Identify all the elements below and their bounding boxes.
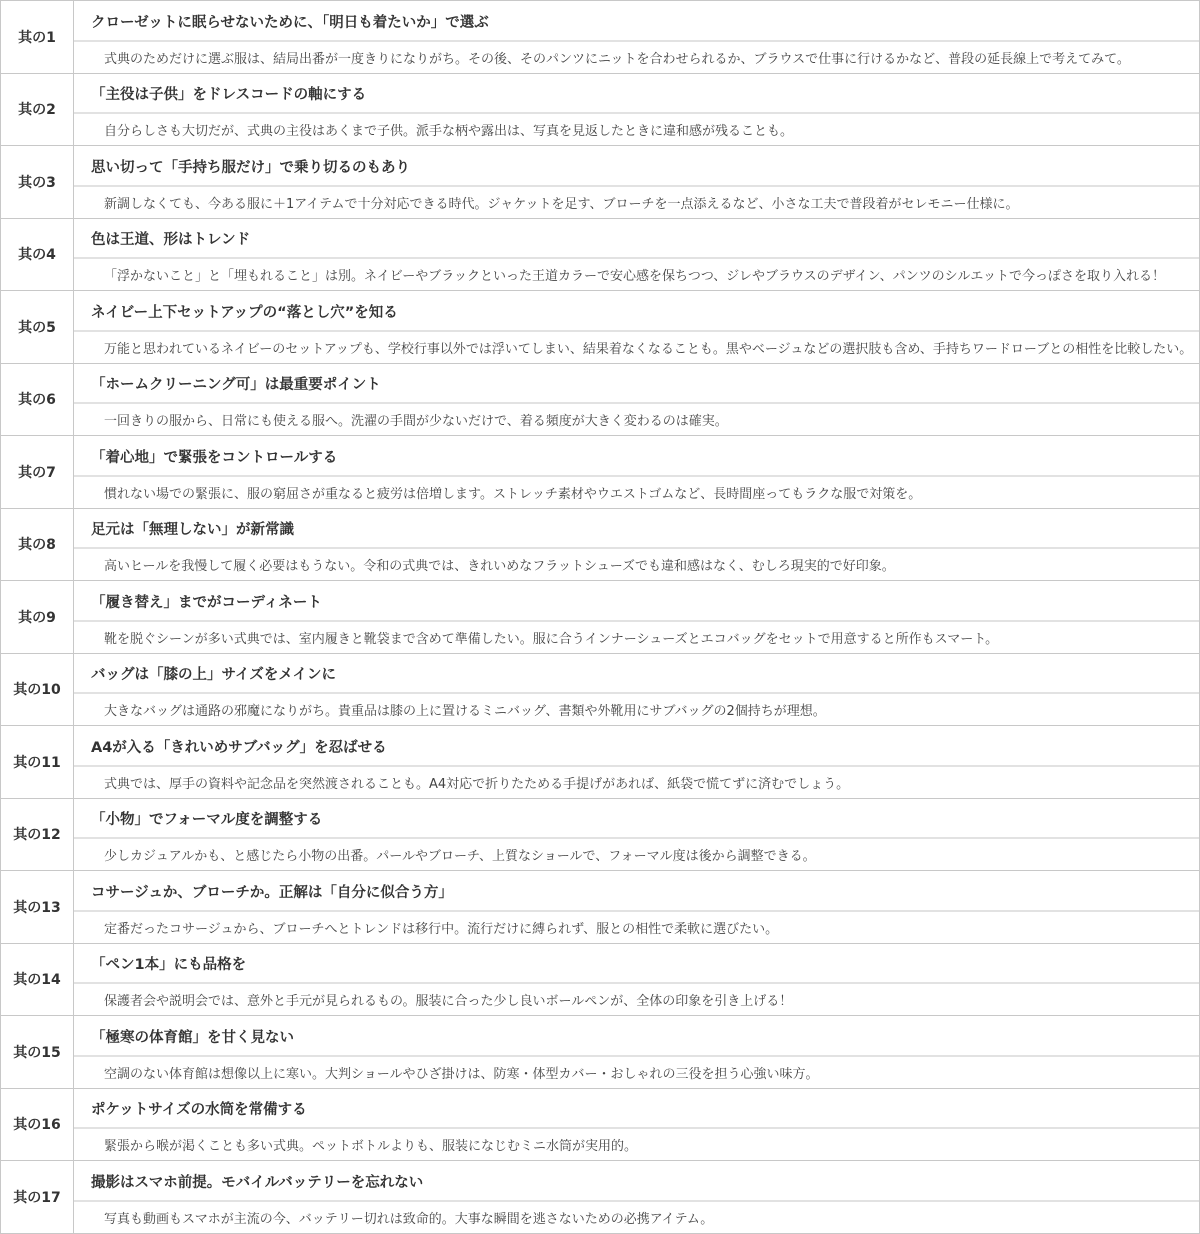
tip-body: 「浮かないこと」と「埋もれること」は別。ネイビーやブラックといった王道カラーで安心感を保ちつつ、ジレやブラウスのデザイン、パンツのシルエットで今っぽさを取り入れる！ [104, 269, 1166, 285]
tip-body: 一回きりの服から、日常にも使える服へ。洗濯の手間が少ないだけで、着る頻度が大きく変わるのは確実。 [104, 414, 728, 430]
tip-number: 其の5 [1, 291, 74, 364]
tip-heading: 足元は「無理しない」が新常識 [74, 512, 1199, 549]
tip-heading: 「着心地」で緊張をコントロールする [74, 440, 1199, 477]
tip-row [1, 1088, 1200, 1161]
tip-body: 少しカジュアルかも、と感じたら小物の出番。パールやブローチ、上質なショールで、フォーマル度は後から調整できる。 [104, 849, 816, 865]
tip-content [74, 1088, 1200, 1161]
tip-number: 其の10 [1, 653, 74, 726]
tip-number: 其の14 [1, 943, 74, 1016]
tip-body: 靴を脱ぐシーンが多い式典では、室内履きと靴袋まで含めて準備したい。服に合うインナーシューズとエコバッグをセットで用意すると所作もスマート。 [104, 631, 999, 647]
tip-heading: ポケットサイズの水筒を常備する [74, 1092, 1199, 1129]
tip-number: 其の17 [1, 1161, 74, 1234]
tip-body: 空調のない体育館は想像以上に寒い。大判ショールやひざ掛けは、防寒・体型カバー・おしゃれの三役を担う心強い味方。 [104, 1066, 819, 1082]
tip-number: 其の7 [1, 436, 74, 509]
tip-heading: A4が入る「きれいめサブバッグ」を忍ばせる [74, 730, 1199, 767]
tip-content [74, 146, 1200, 219]
tip-body: 新調しなくても、今ある服に＋1アイテムで十分対応できる時代。ジャケットを足す、ブローチを一点添えるなど、小さな工夫で普段着がセレモニー仕様に。 [104, 196, 1019, 212]
tip-heading: 「ホームクリーニング可」は最重要ポイント [74, 367, 1199, 404]
tip-row [1, 291, 1200, 364]
tip-content [74, 73, 1200, 146]
tip-body: 高いヒールを我慢して履く必要はもうない。令和の式典では、きれいめなフラットシューズでも違和感はなく、むしろ現実的で好印象。 [104, 559, 895, 575]
tip-row [1, 1, 1200, 74]
tip-row [1, 581, 1200, 654]
tip-content [74, 291, 1200, 364]
tip-body: 自分らしさも大切だが、式典の主役はあくまで子供。派手な柄や露出は、写真を見返したときに違和感が残ることも。 [104, 124, 794, 140]
tip-row [1, 508, 1200, 581]
tip-row [1, 146, 1200, 219]
tip-heading: 色は王道、形はトレンド [74, 222, 1199, 259]
tip-row [1, 871, 1200, 944]
tip-heading: 「極寒の体育館」を甘く見ない [74, 1020, 1199, 1057]
tip-row [1, 1161, 1200, 1234]
tip-number: 其の11 [1, 726, 74, 799]
tip-content [74, 1, 1200, 74]
tip-heading: 「主役は子供」をドレスコードの軸にする [74, 77, 1199, 114]
tip-body: 定番だったコサージュから、ブローチへとトレンドは移行中。流行だけに縛られず、服との相性で柔軟に選びたい。 [104, 921, 779, 937]
tip-row [1, 798, 1200, 871]
tip-heading: 思い切って「手持ち服だけ」で乗り切るのもあり [74, 150, 1199, 187]
tip-row [1, 73, 1200, 146]
tip-content [74, 943, 1200, 1016]
tip-heading: クローゼットに眠らせないために、「明日も着たいか」で選ぶ [74, 5, 1199, 42]
tip-number: 其の12 [1, 798, 74, 871]
tip-number: 其の9 [1, 581, 74, 654]
tip-content [74, 436, 1200, 509]
tip-content [74, 218, 1200, 291]
tip-content [74, 1161, 1200, 1234]
tip-body: 式典では、厚手の資料や記念品を突然渡されることも。A4対応で折りたためる手提げがあれば、紙袋で慌てずに済むでしょう。 [104, 776, 850, 792]
tip-row [1, 218, 1200, 291]
tip-number: 其の1 [1, 1, 74, 74]
tip-body: 慣れない場での緊張に、服の窮屈さが重なると疲労は倍増します。ストレッチ素材やウエストゴムなど、長時間座ってもラクな服で対策を。 [104, 486, 922, 502]
tip-number: 其の15 [1, 1016, 74, 1089]
tip-content [74, 508, 1200, 581]
tip-number: 其の8 [1, 508, 74, 581]
tip-body: 緊張から喉が渇くことも多い式典。ペットボトルよりも、服装になじむミニ水筒が実用的。 [104, 1139, 638, 1155]
tip-row [1, 363, 1200, 436]
tip-body: 式典のためだけに選ぶ服は、結局出番が一度きりになりがち。その後、そのパンツにニットを合わせられるか、ブラウスで仕事に行けるかなど、普段の延長線上で考えてみて。 [104, 51, 1130, 67]
tips-table-body [1, 1, 1200, 1234]
tip-number: 其の4 [1, 218, 74, 291]
tip-heading: バッグは「膝の上」サイズをメインに [74, 657, 1199, 694]
tip-content [74, 581, 1200, 654]
tip-heading: 「ペン1本」にも品格を [74, 947, 1199, 984]
tip-number: 其の3 [1, 146, 74, 219]
tip-body: 万能と思われているネイビーのセットアップも、学校行事以外では浮いてしまい、結果着なくなることも。黒やベージュなどの選択肢も含め、手持ちワードローブとの相性を比較したい。 [104, 341, 1193, 357]
tip-content [74, 363, 1200, 436]
tip-row [1, 943, 1200, 1016]
tip-body: 保護者会や説明会では、意外と手元が見られるもの。服装に合った少し良いボールペンが、全体の印象を引き上げる！ [104, 994, 793, 1010]
tip-row [1, 436, 1200, 509]
tip-number: 其の13 [1, 871, 74, 944]
tip-body: 写真も動画もスマホが主流の今、バッテリー切れは致命的。大事な瞬間を逃さないための必携アイテム。 [104, 1211, 714, 1227]
tip-content [74, 726, 1200, 799]
tip-row [1, 1016, 1200, 1089]
tip-body: 大きなバッグは通路の邪魔になりがち。貴重品は膝の上に置けるミニバッグ、書類や外靴用にサブバッグの2個持ちが理想。 [104, 704, 826, 720]
tip-number: 其の6 [1, 363, 74, 436]
tip-heading: 「履き替え」までがコーディネート [74, 585, 1199, 622]
tip-heading: ネイビー上下セットアップの“落とし穴”を知る [74, 295, 1199, 332]
tip-row [1, 726, 1200, 799]
tip-heading: 「小物」でフォーマル度を調整する [74, 802, 1199, 839]
tip-content [74, 1016, 1200, 1089]
tip-content [74, 871, 1200, 944]
tip-content [74, 798, 1200, 871]
tip-number: 其の2 [1, 73, 74, 146]
tip-content [74, 653, 1200, 726]
tip-row [1, 653, 1200, 726]
tip-number: 其の16 [1, 1088, 74, 1161]
tip-heading: 撮影はスマホ前提。モバイルバッテリーを忘れない [74, 1165, 1199, 1202]
tip-heading: コサージュか、ブローチか。正解は「自分に似合う方」 [74, 875, 1199, 912]
